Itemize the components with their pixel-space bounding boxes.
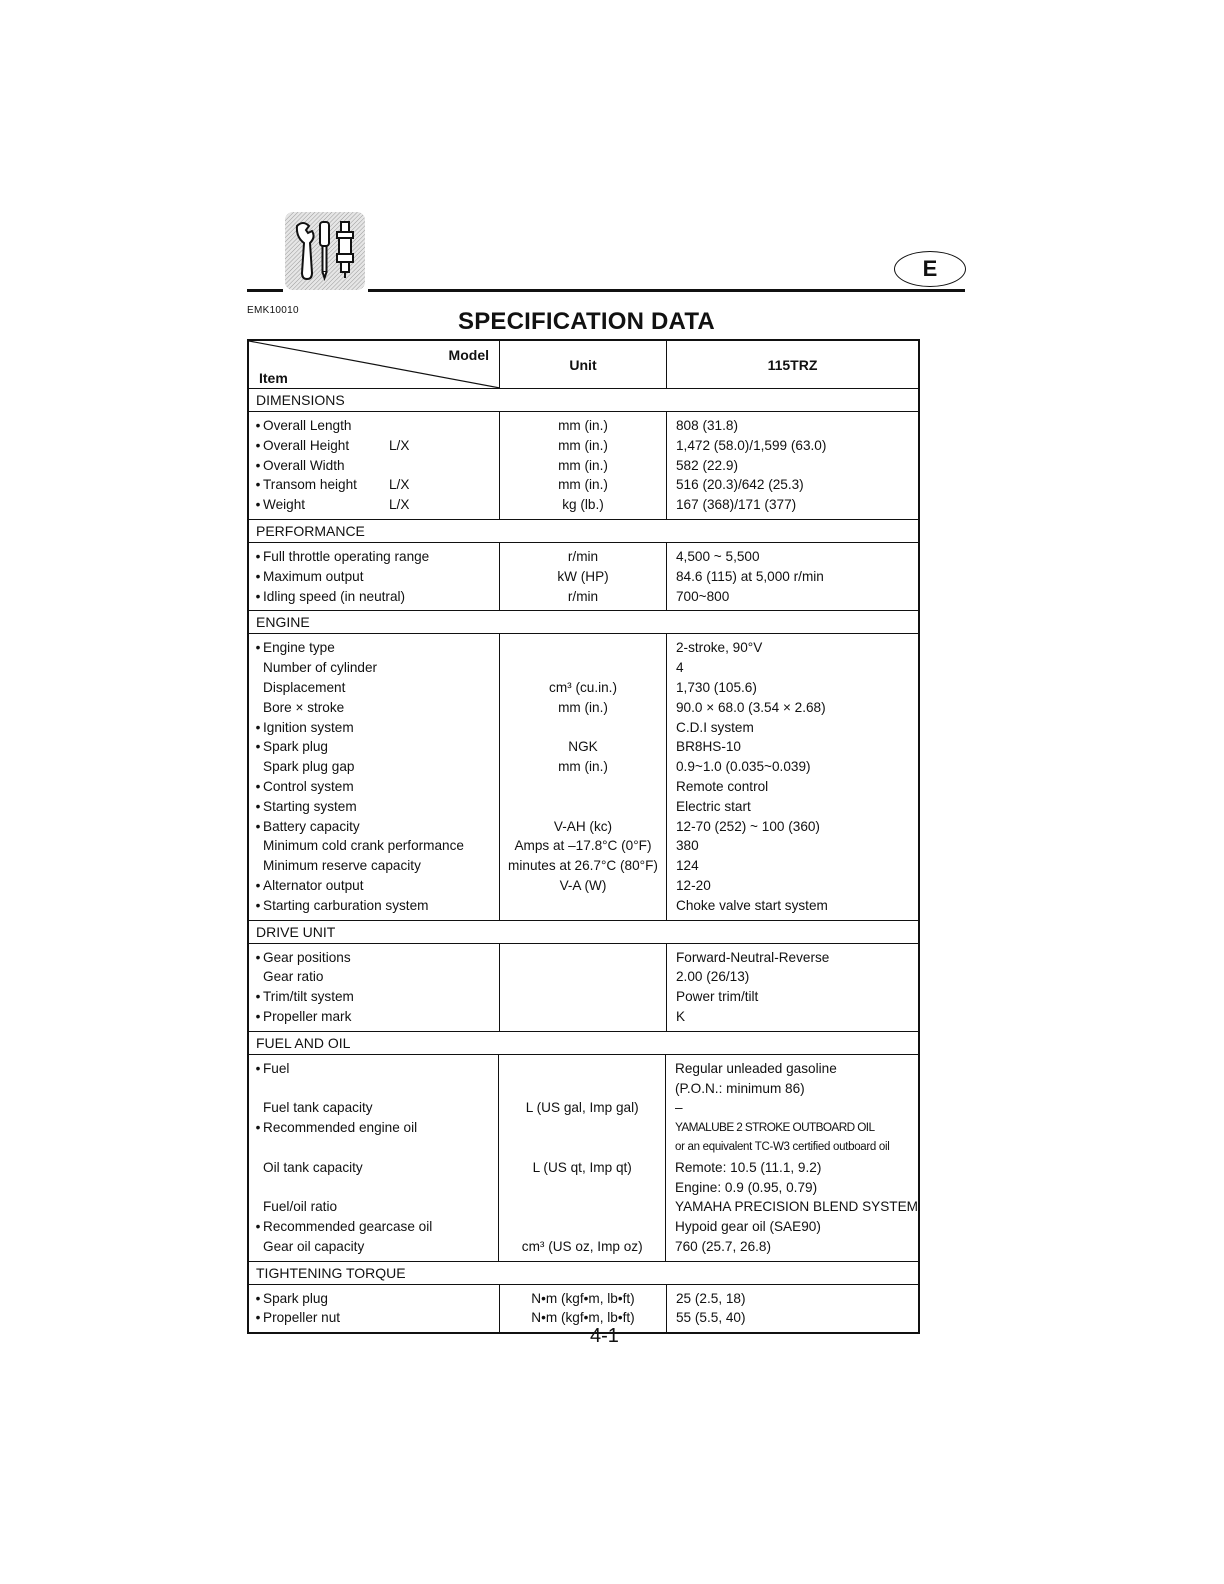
item-cell — [249, 856, 499, 876]
header-model-name: 115TRZ — [767, 356, 818, 373]
item-cell — [249, 987, 499, 1007]
unit-cell: minutes at 26.7°C (80°F) — [508, 858, 658, 874]
unit-cell: mm (in.) — [558, 437, 608, 453]
item-cell — [249, 1217, 498, 1237]
bullet-icon: • — [255, 897, 261, 913]
unit-column — [499, 1055, 666, 1261]
item-cell — [249, 587, 499, 607]
value-cell: 4 — [676, 660, 684, 676]
section-title: DRIVE UNIT — [249, 921, 918, 944]
item-label: Recommended engine oil — [263, 1120, 418, 1136]
item-cell — [249, 1059, 498, 1079]
item-label: Gear ratio — [263, 969, 324, 985]
unit-cell: cm³ (US oz, Imp oz) — [521, 1238, 643, 1254]
item-cell — [249, 777, 499, 797]
unit-cell — [499, 1138, 665, 1158]
item-cell — [249, 495, 499, 515]
unit-cell — [500, 718, 666, 738]
item-cell — [249, 456, 499, 476]
bullet-icon: • — [255, 739, 261, 755]
item-cell — [249, 1007, 499, 1027]
item-cell — [249, 967, 499, 987]
unit-column — [500, 543, 667, 610]
item-cell — [249, 948, 499, 968]
item-cell — [249, 1079, 498, 1099]
value-cell: 4,500 ~ 5,500 — [676, 548, 760, 564]
item-label: Propeller nut — [263, 1310, 341, 1326]
value-column — [667, 1285, 918, 1333]
bullet-icon: • — [255, 1290, 261, 1306]
item-label: Number of cylinder — [263, 660, 378, 676]
item-cell — [249, 658, 499, 678]
unit-cell: r/min — [567, 548, 599, 564]
unit-cell — [500, 777, 666, 797]
value-column — [667, 634, 918, 919]
item-column — [249, 944, 500, 1031]
unit-cell: mm (in.) — [558, 759, 608, 775]
item-label: Trim/tilt system — [263, 989, 354, 1005]
item-cell — [249, 797, 499, 817]
unit-cell — [499, 1079, 665, 1099]
section-body — [249, 1055, 918, 1262]
item-cell — [249, 1237, 498, 1257]
unit-cell: mm (in.) — [558, 477, 608, 493]
item-label: Propeller mark — [263, 1008, 352, 1024]
unit-cell: N•m (kgf•m, lb•ft) — [531, 1290, 635, 1306]
unit-cell — [500, 896, 666, 916]
item-cell — [249, 1158, 498, 1178]
unit-cell — [499, 1217, 665, 1237]
item-cell — [249, 547, 499, 567]
item-label: Starting system — [263, 798, 357, 814]
bullet-icon: • — [255, 568, 261, 584]
unit-cell — [500, 987, 666, 1007]
value-cell: 1,472 (58.0)/1,599 (63.0) — [676, 437, 827, 453]
item-variant: L/X — [389, 497, 410, 513]
item-label: Minimum reserve capacity — [263, 858, 421, 874]
header-item-model-cell — [249, 341, 500, 388]
item-label: Spark plug — [263, 1290, 328, 1306]
section-title: ENGINE — [249, 611, 918, 634]
bullet-icon: • — [255, 588, 261, 604]
bullet-icon: • — [255, 1060, 261, 1076]
value-cell: 84.6 (115) at 5,000 r/min — [676, 568, 824, 584]
item-label: Engine type — [263, 640, 335, 656]
unit-cell: V-AH (kc) — [553, 818, 613, 834]
page-number: 4-1 — [590, 1325, 619, 1347]
unit-cell — [500, 948, 666, 968]
item-cell — [249, 1289, 499, 1309]
item-cell — [249, 1197, 498, 1217]
value-cell: 808 (31.8) — [676, 418, 738, 433]
unit-cell — [499, 1178, 665, 1198]
bullet-icon: • — [255, 798, 261, 814]
unit-column — [500, 1285, 667, 1333]
section-body — [249, 412, 918, 520]
table-header — [249, 341, 918, 389]
table-sections — [249, 389, 918, 1332]
item-cell — [249, 876, 499, 896]
item-cell — [249, 638, 499, 658]
header-rule-right — [368, 289, 965, 292]
unit-column — [500, 634, 667, 919]
unit-cell: mm (in.) — [558, 699, 608, 715]
bullet-icon: • — [255, 877, 261, 893]
value-cell: 582 (22.9) — [676, 457, 738, 473]
unit-cell: L (US qt, Imp qt) — [532, 1159, 632, 1175]
value-column — [667, 944, 918, 1031]
bullet-icon: • — [255, 497, 261, 513]
value-cell: Electric start — [676, 798, 751, 814]
bullet-icon: • — [255, 418, 261, 433]
section-body — [249, 543, 918, 611]
value-cell: 380 — [676, 838, 699, 854]
bullet-icon: • — [255, 818, 261, 834]
unit-cell — [499, 1197, 665, 1217]
unit-column — [500, 944, 667, 1031]
item-cell — [249, 416, 499, 436]
item-label: Recommended gearcase oil — [263, 1219, 433, 1235]
value-cell: YAMALUBE 2 STROKE OUTBOARD OIL — [675, 1120, 875, 1135]
value-cell: 90.0 × 68.0 (3.54 × 2.68) — [676, 699, 826, 715]
bullet-icon: • — [255, 1310, 261, 1326]
value-cell: 12-70 (252) ~ 100 (360) — [676, 818, 820, 834]
bullet-icon: • — [255, 949, 261, 965]
item-cell — [249, 737, 499, 757]
unit-cell — [500, 967, 666, 987]
bullet-icon: • — [255, 778, 261, 794]
item-cell — [249, 896, 499, 916]
unit-cell: mm (in.) — [558, 457, 608, 473]
item-column — [249, 412, 500, 519]
value-cell: 124 — [676, 858, 699, 874]
value-cell: Power trim/tilt — [676, 989, 759, 1005]
item-cell — [249, 436, 499, 456]
item-label: Oil tank capacity — [263, 1159, 363, 1175]
section-body — [249, 944, 918, 1032]
unit-cell: kg (lb.) — [562, 497, 604, 513]
item-label: Overall Length — [263, 418, 352, 433]
unit-cell — [499, 1118, 665, 1138]
value-cell: (P.O.N.: minimum 86) — [675, 1080, 805, 1096]
unit-cell — [500, 638, 666, 658]
item-label: Fuel tank capacity — [263, 1100, 373, 1116]
item-variant: L/X — [389, 477, 410, 493]
unit-cell — [500, 1007, 666, 1027]
value-cell: Choke valve start system — [676, 897, 828, 913]
item-cell — [249, 475, 499, 495]
item-cell — [249, 718, 499, 738]
item-label: Idling speed (in neutral) — [263, 588, 406, 604]
value-cell: 516 (20.3)/642 (25.3) — [676, 477, 804, 493]
item-label: Ignition system — [263, 719, 354, 735]
value-cell: 25 (2.5, 18) — [676, 1290, 746, 1306]
unit-cell: L (US gal, Imp gal) — [525, 1100, 639, 1116]
document-code: EMK10010 — [247, 305, 299, 316]
bullet-icon: • — [255, 457, 261, 473]
value-cell: Hypoid gear oil (SAE90) — [675, 1219, 821, 1235]
item-label: Control system — [263, 778, 354, 794]
item-label: Overall Width — [263, 457, 345, 473]
value-cell: Regular unleaded gasoline — [675, 1060, 837, 1076]
bullet-icon: • — [255, 548, 261, 564]
value-cell: 2-stroke, 90°V — [676, 640, 763, 656]
bullet-icon: • — [255, 640, 261, 656]
section-body — [249, 1285, 918, 1333]
item-label: Alternator output — [263, 877, 364, 893]
item-column — [249, 1055, 499, 1261]
item-cell — [249, 817, 499, 837]
unit-cell — [500, 797, 666, 817]
value-cell: YAMAHA PRECISION BLEND SYSTEM — [675, 1199, 918, 1215]
value-cell: 1,730 (105.6) — [676, 679, 757, 695]
value-cell: 760 (25.7, 26.8) — [675, 1238, 771, 1254]
unit-cell: mm (in.) — [558, 418, 608, 433]
tools-sparkplug-icon — [285, 212, 365, 290]
item-variant: L/X — [389, 437, 410, 453]
header-unit-label: Unit — [500, 341, 667, 388]
value-cell: 55 (5.5, 40) — [676, 1310, 746, 1326]
page-title: SPECIFICATION DATA — [458, 308, 715, 335]
item-label: Spark plug gap — [263, 759, 355, 775]
bullet-icon: • — [255, 1219, 261, 1235]
item-label: Gear positions — [263, 949, 351, 965]
unit-cell: r/min — [567, 588, 599, 604]
item-label: Spark plug — [263, 739, 328, 755]
item-cell — [249, 1098, 498, 1118]
item-cell — [249, 1118, 498, 1138]
item-label: Overall Height — [263, 437, 350, 453]
value-cell: 0.9~1.0 (0.035~0.039) — [676, 759, 811, 775]
unit-cell — [500, 658, 666, 678]
item-label: Weight — [263, 497, 306, 513]
value-cell: Remote: 10.5 (11.1, 9.2) — [675, 1159, 822, 1175]
value-cell: – — [675, 1100, 683, 1116]
item-cell — [249, 698, 499, 718]
value-cell: C.D.I system — [676, 719, 754, 735]
section-title: FUEL AND OIL — [249, 1032, 918, 1055]
item-cell — [249, 678, 499, 698]
item-label: Gear oil capacity — [263, 1238, 365, 1254]
unit-cell — [499, 1059, 665, 1079]
value-cell: BR8HS-10 — [676, 739, 741, 755]
item-label: Fuel/oil ratio — [263, 1199, 338, 1215]
item-label: Bore × stroke — [263, 699, 345, 715]
section-title: PERFORMANCE — [249, 520, 918, 543]
value-column — [667, 412, 918, 519]
value-cell: K — [676, 1008, 686, 1024]
value-column — [667, 543, 918, 610]
item-label: Displacement — [263, 679, 346, 695]
bullet-icon: • — [255, 989, 261, 1005]
specification-table — [247, 339, 920, 1334]
section-title: DIMENSIONS — [249, 389, 918, 412]
item-column — [249, 543, 500, 610]
value-cell: or an equivalent TC-W3 certified outboard oil — [675, 1140, 890, 1153]
item-cell — [249, 1178, 498, 1198]
unit-cell: N•m (kgf•m, lb•ft) — [531, 1310, 635, 1326]
bullet-icon: • — [255, 1008, 261, 1024]
bullet-icon: • — [255, 477, 261, 493]
item-label: Full throttle operating range — [263, 548, 430, 564]
item-cell — [249, 1308, 499, 1328]
item-column — [249, 1285, 500, 1333]
value-cell: 167 (368)/171 (377) — [676, 497, 797, 513]
unit-cell: kW (HP) — [557, 568, 609, 584]
value-cell: Engine: 0.9 (0.95, 0.79) — [675, 1179, 818, 1195]
item-cell — [249, 567, 499, 587]
section-body — [249, 634, 918, 920]
language-badge: E — [894, 251, 966, 287]
item-label: Fuel — [263, 1060, 290, 1076]
item-cell — [249, 1138, 498, 1158]
bullet-icon: • — [255, 437, 261, 453]
unit-cell: NGK — [568, 739, 598, 755]
section-title: TIGHTENING TORQUE — [249, 1262, 918, 1285]
item-cell — [249, 757, 499, 777]
item-cell — [249, 836, 499, 856]
item-label: Minimum cold crank performance — [263, 838, 464, 854]
item-column — [249, 634, 500, 919]
value-cell: 12-20 — [676, 877, 711, 893]
header-model-label: Model — [448, 347, 489, 363]
unit-cell: Amps at –17.8°C (0°F) — [514, 838, 652, 854]
unit-cell: V-A (W) — [559, 877, 607, 893]
bullet-icon: • — [255, 1120, 261, 1136]
item-label: Transom height — [263, 477, 357, 493]
header-item-label: Item — [259, 370, 288, 386]
item-label: Maximum output — [263, 568, 364, 584]
bullet-icon: • — [255, 719, 261, 735]
item-label: Battery capacity — [263, 818, 360, 834]
unit-cell: cm³ (cu.in.) — [549, 679, 617, 695]
unit-column — [500, 412, 667, 519]
value-column — [666, 1055, 918, 1261]
value-cell: 2.00 (26/13) — [676, 969, 750, 985]
value-cell: Forward-Neutral-Reverse — [676, 949, 830, 965]
value-cell: Remote control — [676, 778, 769, 794]
value-cell: 700~800 — [676, 588, 730, 604]
header-rule-left — [247, 289, 283, 292]
item-label: Starting carburation system — [263, 897, 429, 913]
